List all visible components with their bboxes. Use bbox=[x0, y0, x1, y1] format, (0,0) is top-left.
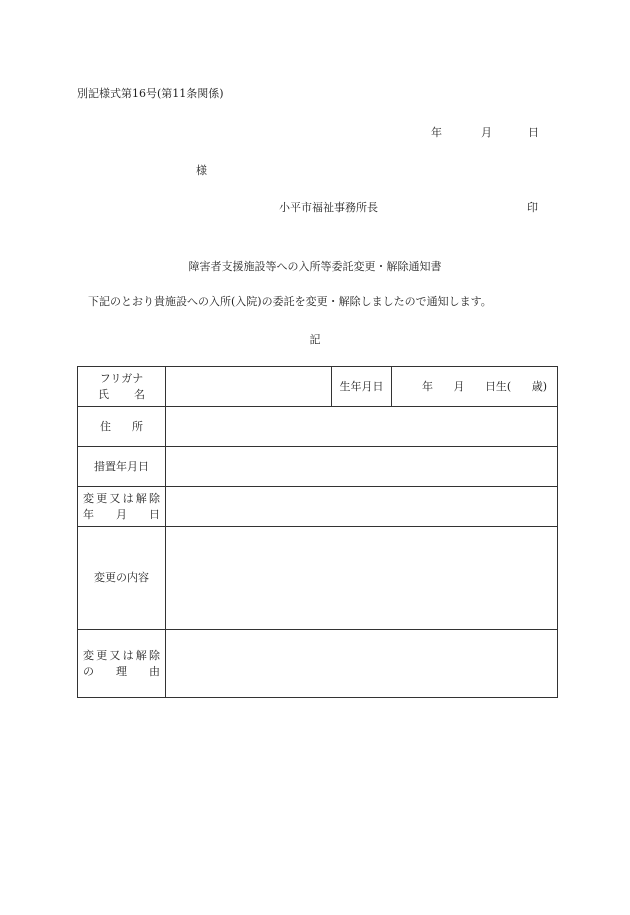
birth-label-cell: 生年月日 bbox=[332, 367, 392, 407]
issuer: 小平市福祉事務所長 bbox=[279, 201, 378, 214]
form-number: 別記様式第16号(第11条関係) bbox=[77, 87, 224, 100]
notice-form-table bbox=[77, 366, 558, 698]
measure-date-input-cell[interactable] bbox=[166, 447, 558, 487]
table-row-reason bbox=[78, 630, 558, 698]
table-row-name bbox=[78, 367, 558, 407]
name-input-cell[interactable] bbox=[166, 367, 332, 407]
measure-date-label-cell: 措置年月日 bbox=[78, 447, 166, 487]
reason-input-cell[interactable] bbox=[166, 630, 558, 698]
document-title: 障害者支援施設等への入所等委託変更・解除通知書 bbox=[188, 260, 442, 273]
ki-heading: 記 bbox=[309, 333, 321, 346]
reason-label-cell: 変 更 又 は 解 除 の 理 由 bbox=[78, 630, 166, 698]
change-content-input-cell[interactable] bbox=[166, 527, 558, 630]
furigana-label: フリガナ bbox=[99, 371, 144, 385]
date-year-label: 年 bbox=[431, 126, 442, 139]
date-day-label: 日 bbox=[528, 126, 539, 139]
change-content-label-cell: 変更の内容 bbox=[78, 527, 166, 630]
address-label-cell: 住 所 bbox=[78, 407, 166, 447]
table-row-change-date bbox=[78, 487, 558, 527]
birth-date-template: 年 月 日生( 歳) bbox=[422, 379, 547, 393]
address-input-cell[interactable] bbox=[166, 407, 558, 447]
change-date-input-cell[interactable] bbox=[166, 487, 558, 527]
date-month-label: 月 bbox=[481, 126, 492, 139]
table-row-change-content bbox=[78, 527, 558, 630]
change-date-label-cell: 変 更 又 は 解 除 年 月 日 bbox=[78, 487, 166, 527]
name-label-cell bbox=[78, 367, 166, 407]
birth-input-cell[interactable] bbox=[392, 367, 558, 407]
name-label: 氏 名 bbox=[98, 387, 145, 401]
notice-text: 下記のとおり貴施設への入所(入院)の委託を変更・解除しましたので通知します。 bbox=[88, 295, 492, 308]
table-row-measure-date bbox=[78, 447, 558, 487]
recipient-suffix: 様 bbox=[196, 164, 207, 177]
table-row-address bbox=[78, 407, 558, 447]
seal-mark: 印 bbox=[527, 201, 538, 214]
